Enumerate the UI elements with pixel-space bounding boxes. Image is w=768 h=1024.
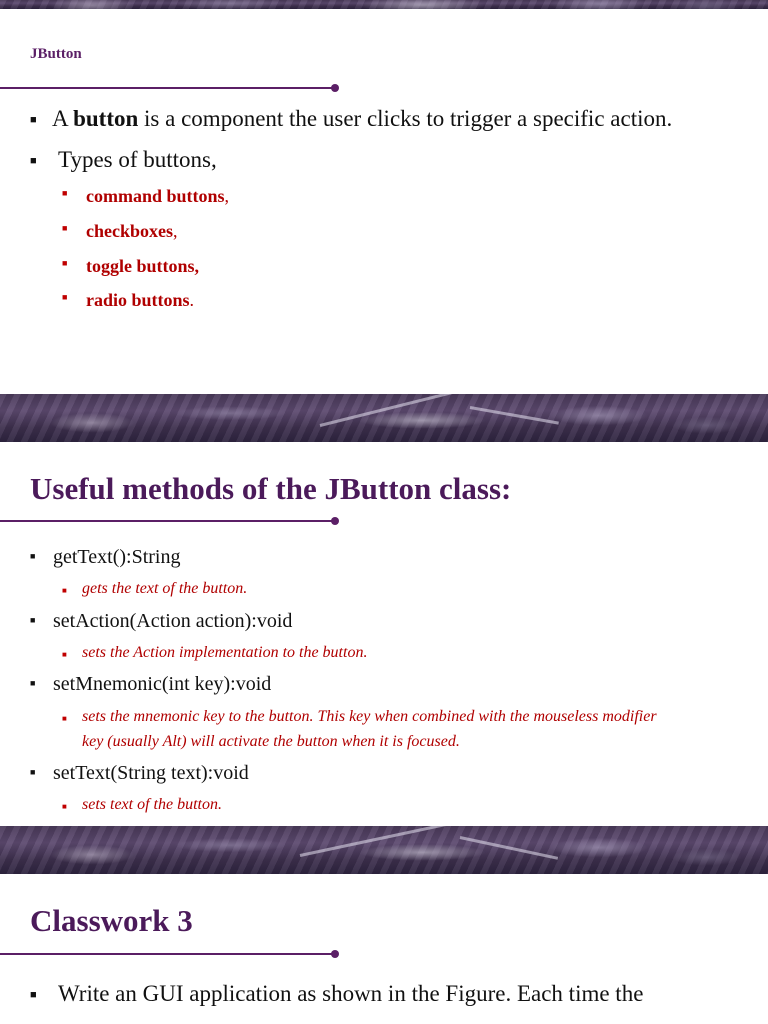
slide-banner-image bbox=[0, 394, 768, 442]
square-bullet-icon: ■ bbox=[30, 678, 36, 688]
title-divider bbox=[0, 87, 336, 89]
method-signature: getText():String bbox=[53, 546, 181, 568]
square-bullet-icon: ■ bbox=[62, 586, 67, 595]
title-divider bbox=[0, 953, 336, 955]
banner-road bbox=[300, 826, 447, 857]
title-divider bbox=[0, 520, 336, 522]
intro-bold-word: button bbox=[73, 106, 139, 131]
square-bullet-icon: ■ bbox=[30, 114, 37, 126]
type-label: toggle buttons, bbox=[86, 256, 200, 276]
intro-prefix: A bbox=[52, 106, 74, 131]
types-label: Types of buttons, bbox=[58, 147, 217, 172]
square-bullet-icon: ■ bbox=[30, 615, 36, 625]
square-bullet-icon: ■ bbox=[62, 258, 68, 268]
description-text-line2: key (usually Alt) will activate the button when it is focused. bbox=[82, 733, 460, 750]
intro-text bbox=[52, 106, 672, 132]
square-bullet-icon: ■ bbox=[30, 989, 37, 1001]
type-punct: , bbox=[224, 186, 230, 206]
square-bullet-icon: ■ bbox=[62, 188, 68, 198]
banner-road bbox=[470, 406, 559, 425]
method-signature: setMnemonic(int key):void bbox=[53, 673, 272, 695]
classwork-text: Write an GUI application as shown in the Figure. Each time the bbox=[58, 981, 644, 1006]
description-text: gets the text of the button. bbox=[82, 580, 248, 597]
divider-dot bbox=[331, 950, 339, 958]
description-text-line1: sets the mnemonic key to the button. This key when combined with the mouseless modifier bbox=[82, 708, 657, 725]
description-text: sets the Action implementation to the button. bbox=[82, 644, 368, 661]
square-bullet-icon: ■ bbox=[30, 767, 36, 777]
slide-title-methods: Useful methods of the JButton class: bbox=[30, 471, 512, 506]
description-text: sets text of the button. bbox=[82, 796, 222, 813]
top-banner-image bbox=[0, 0, 768, 9]
divider-dot bbox=[331, 517, 339, 525]
type-punct: , bbox=[173, 221, 178, 241]
method-description bbox=[62, 704, 742, 754]
type-label: checkboxes bbox=[86, 221, 173, 241]
square-bullet-icon: ■ bbox=[62, 714, 67, 723]
method-description bbox=[62, 576, 742, 601]
type-punct: . bbox=[189, 290, 195, 310]
type-label: radio buttons bbox=[86, 290, 190, 310]
square-bullet-icon: ■ bbox=[30, 155, 37, 167]
slide-title-classwork: Classwork 3 bbox=[30, 903, 193, 938]
square-bullet-icon: ■ bbox=[30, 551, 36, 561]
method-description bbox=[62, 792, 742, 817]
intro-suffix: is a component the user clicks to trigger a specific action. bbox=[138, 106, 673, 131]
square-bullet-icon: ■ bbox=[62, 292, 68, 302]
square-bullet-icon: ■ bbox=[62, 650, 67, 659]
divider-dot bbox=[331, 84, 339, 92]
banner-road bbox=[460, 836, 558, 860]
square-bullet-icon: ■ bbox=[62, 802, 67, 811]
method-description bbox=[62, 640, 742, 665]
slide-banner-image bbox=[0, 826, 768, 874]
method-signature: setAction(Action action):void bbox=[53, 610, 293, 632]
square-bullet-icon: ■ bbox=[62, 223, 68, 233]
slide-title-jbutton: JButton bbox=[30, 46, 82, 62]
type-label: command buttons bbox=[86, 186, 225, 206]
banner-road bbox=[320, 394, 457, 427]
method-signature: setText(String text):void bbox=[53, 762, 249, 784]
